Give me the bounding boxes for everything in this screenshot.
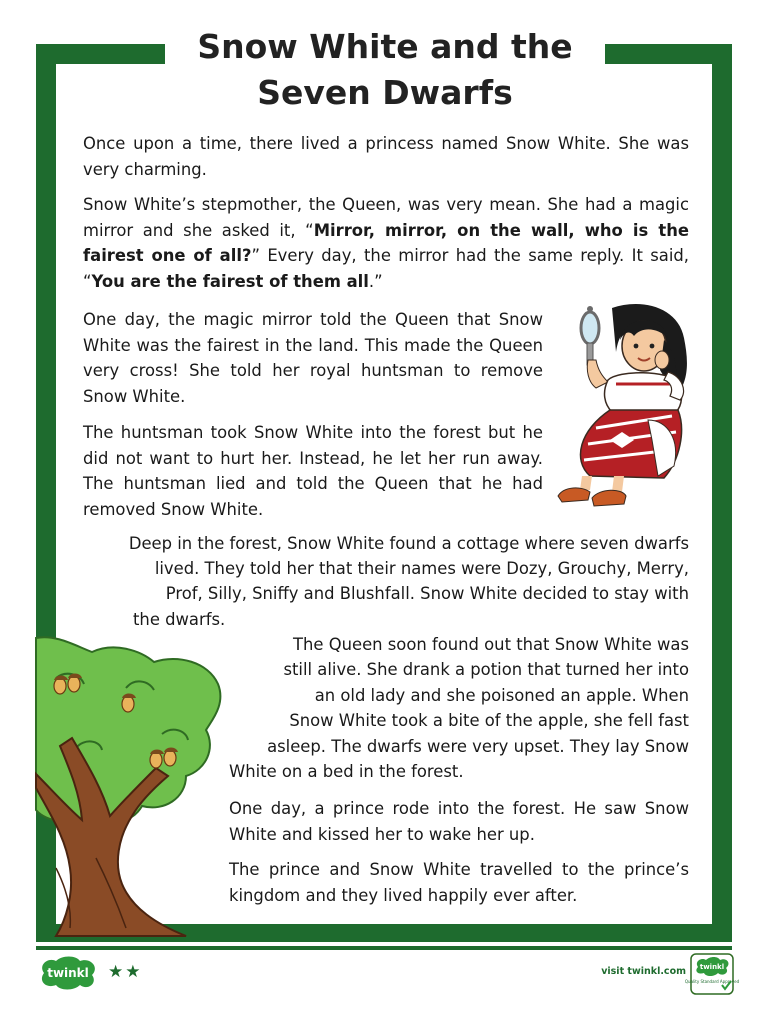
badge-caption: Quality Standard Approved [684,979,740,984]
paragraph-6-line-3: an old lady and she poisoned an apple. When [314,686,689,705]
snow-white-illustration [552,300,697,512]
paragraph-5-line-1: Deep in the forest, Snow White found a cottage where seven dwarfs [128,534,689,553]
paragraph-2-text-c: .” [368,271,383,291]
paragraph-5-line-4: the dwarfs. [133,610,226,629]
mirror-reply: You are the fairest of them all [91,271,369,291]
rating-stars: ★★ [108,962,143,982]
paragraph-3: One day, the magic mirror told the Queen that Snow White was the fairest in the land. This made the Queen very cross! She told her royal huntsman to remove Snow White. [83,310,543,406]
paragraph-8: The prince and Snow White travelled to the prince’s kingdom and they lived happily ever after. [229,860,689,905]
badge-logo-text: twinkl [699,963,725,971]
paragraph-6-line-6: White on a bed in the forest. [229,762,464,781]
twinkl-logo-text: twinkl [47,966,89,980]
paragraph-6-line-5: asleep. The dwarfs were very upset. They lay Snow [267,737,689,756]
twinkl-logo[interactable] [38,957,98,989]
paragraph-2-text-a: Snow White’s stepmother, the Queen, was very mean. She had a magic mirror and she asked it, “ [83,195,689,240]
oak-tree-illustration [36,638,222,940]
mirror-question: Mirror, mirror, on the wall, who is the fairest one of all? [83,220,689,265]
paragraph-2-text-b: ” Every day, the mirror had the same reply. It said, “ [83,246,689,291]
paragraph-5-line-3: Prof, Silly, Sniffy and Blushfall. Snow White decided to stay with [165,584,689,603]
paragraph-4: The huntsman took Snow White into the forest but he did not want to hurt her. Instead, he let her run away. The huntsman lied and told the Queen that he had removed Snow White. [83,423,543,519]
paragraph-6-line-1: The Queen soon found out that Snow White was [293,635,689,654]
paragraph-6-line-4: Snow White took a bite of the apple, she fell fast [289,711,689,730]
paragraph-2 [83,192,689,294]
paragraph-5-line-2: lived. They told her that their names were Dozy, Grouchy, Merry, [154,559,689,578]
footer-divider [36,946,732,950]
paragraph-1: Once upon a time, there lived a princess named Snow White. She was very charming. [83,134,689,179]
page-title: Snow White and the Seven Dwarfs [197,27,573,112]
paragraph-7: One day, a prince rode into the forest. He saw Snow White and kissed her to wake her up. [229,799,689,844]
quality-badge [684,953,740,995]
visit-link[interactable]: visit twinkl.com [601,966,686,977]
paragraph-6-line-2: still alive. She drank a potion that turned her into [283,660,689,679]
